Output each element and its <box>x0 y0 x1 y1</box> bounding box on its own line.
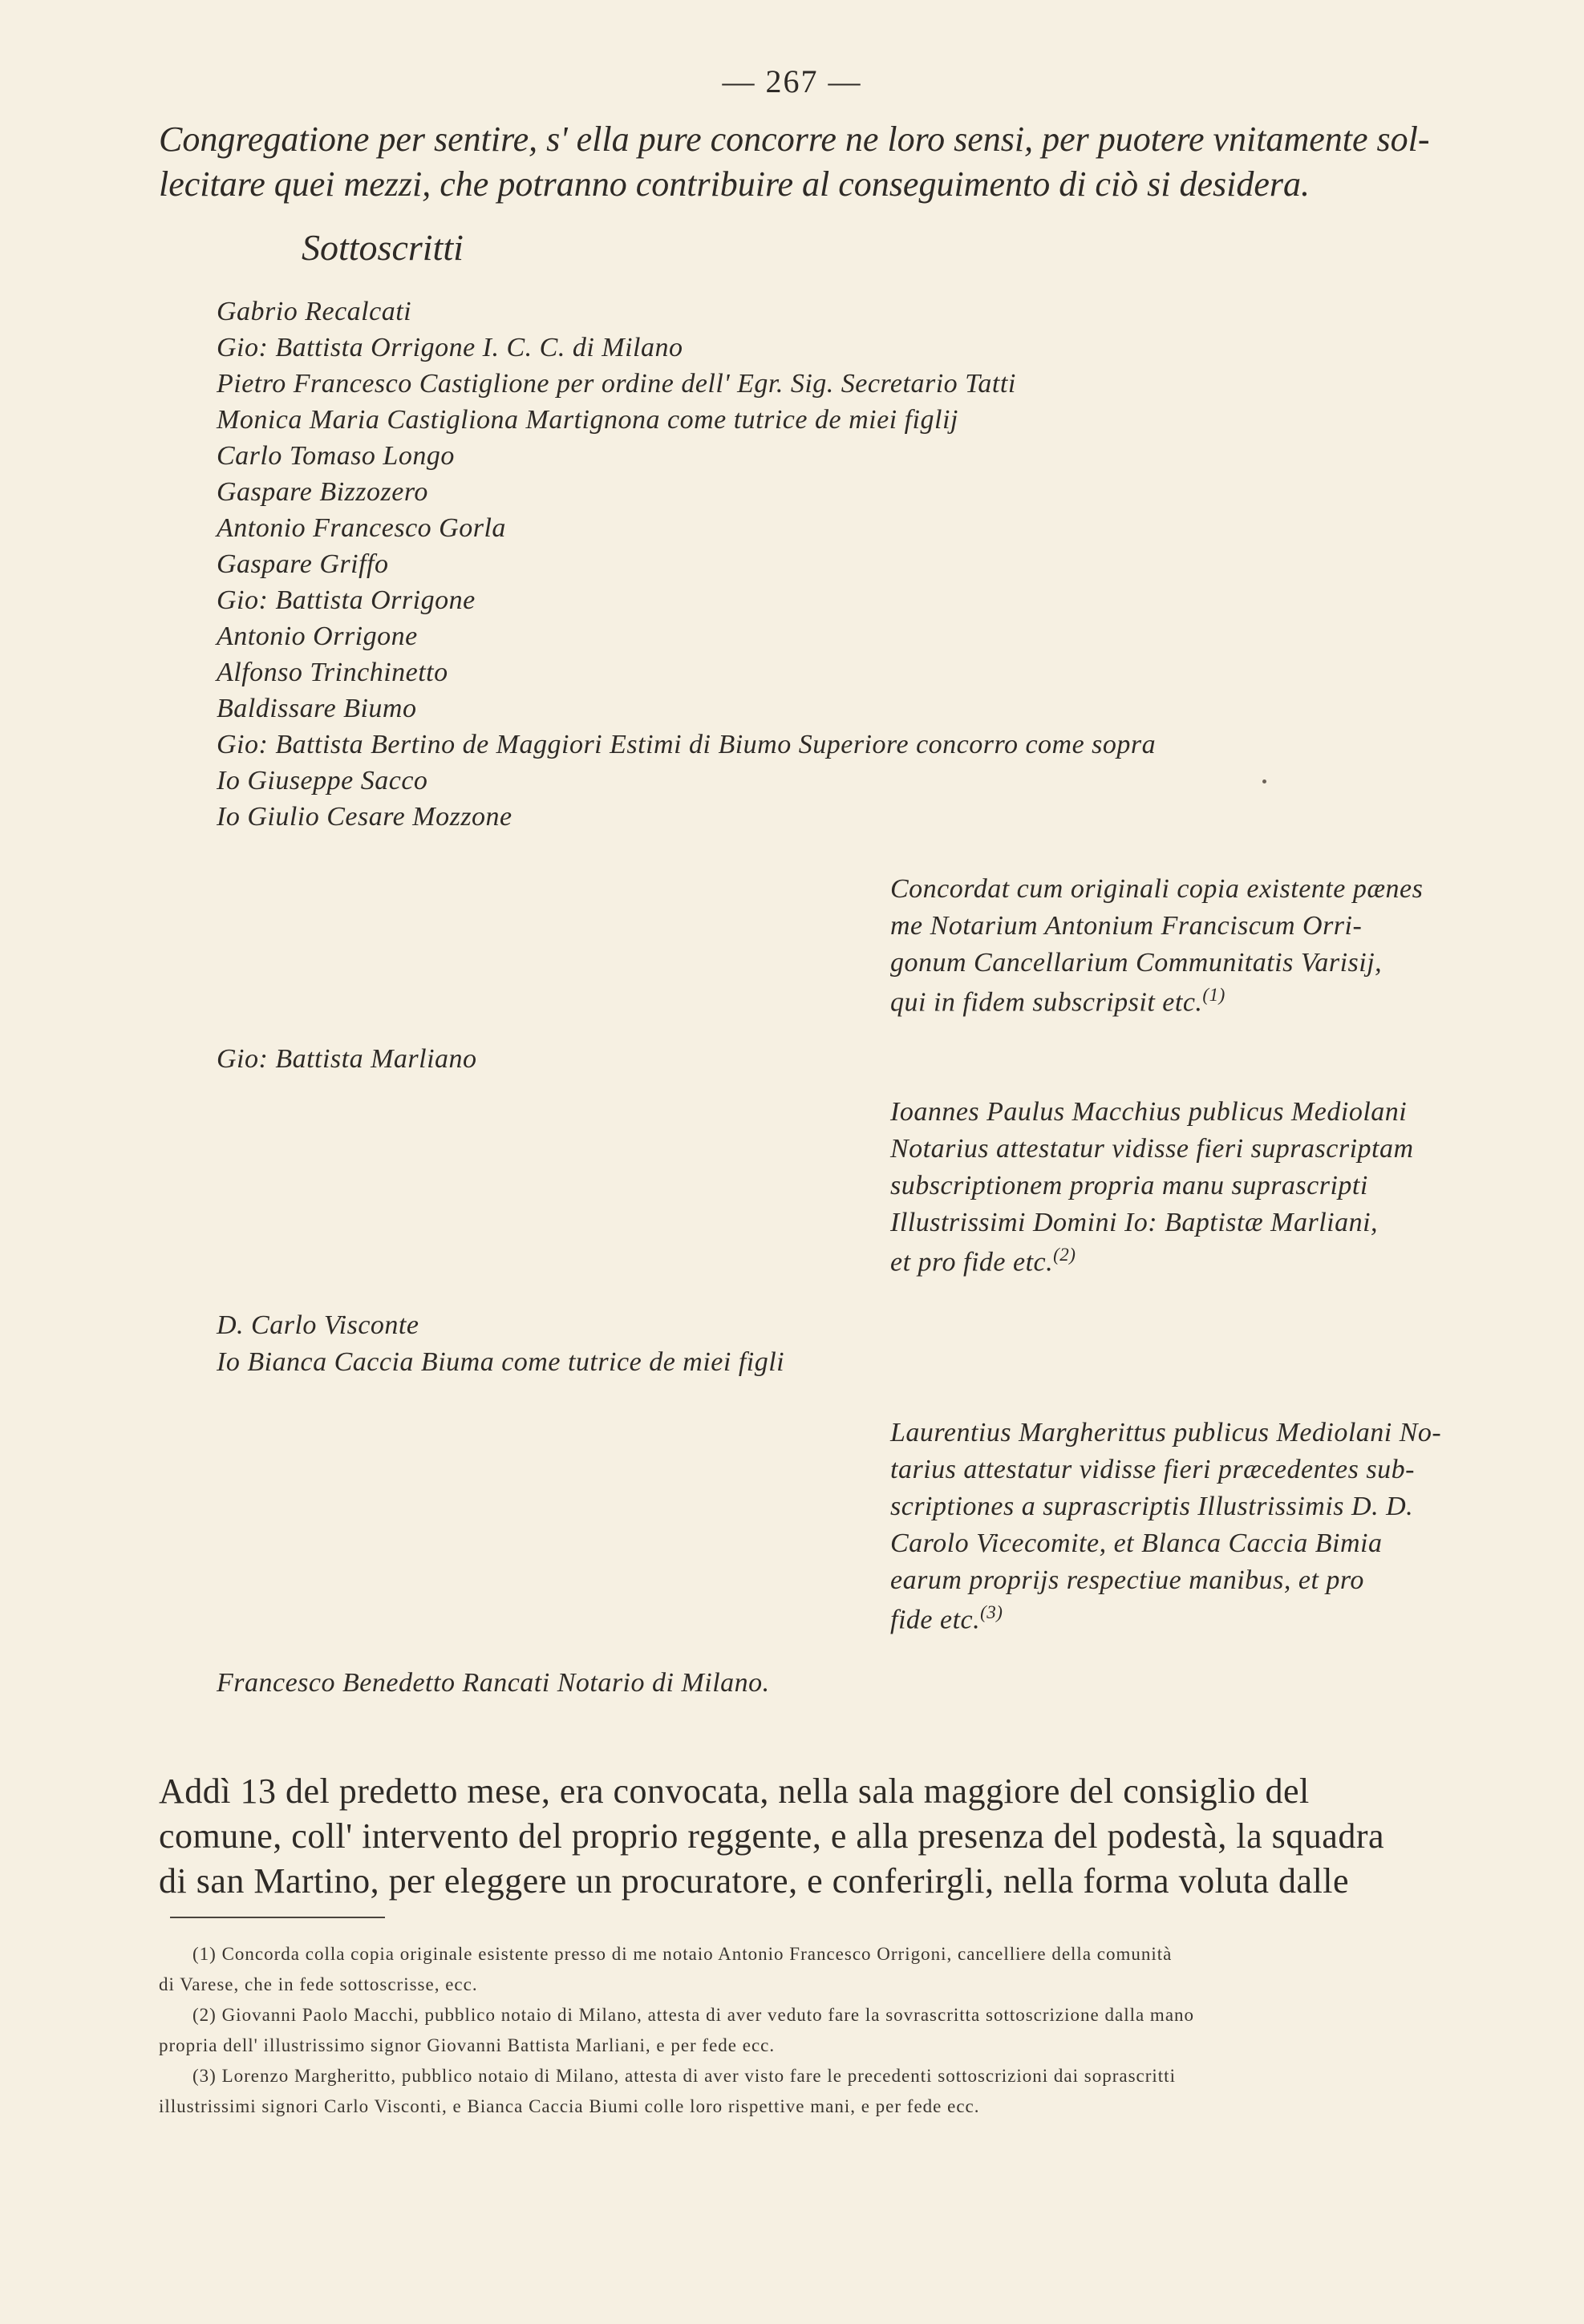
attestation-1-line: me Notarium Antonium Franciscum Orri- <box>890 911 1363 941</box>
footnote-2-line-1: (2) Giovanni Paolo Macchi, pubblico notaio di Milano, attesta di aver veduto fare la sovrascritta sottoscrizione dalla mano <box>192 2005 1195 2025</box>
attestation-3-line: Carolo Vicecomite, et Blanca Caccia Bimia <box>890 1528 1383 1558</box>
body-line-3: di san Martino, per eleggere un procuratore, e conferirgli, nella forma voluta dalle <box>159 1861 1350 1901</box>
footnote-3-line-2: illustrissimi signori Carlo Visconti, e Bianca Caccia Biumi colle loro rispettive mani, e per fede ecc. <box>159 2096 980 2116</box>
attestation-2-line: Ioannes Paulus Macchius publicus Mediolani <box>890 1097 1408 1127</box>
body-line-2: comune, coll' intervento del proprio reggente, e alla presenza del podestà, la squadra <box>159 1816 1384 1856</box>
footnote-ref-3: (3) <box>980 1602 1003 1622</box>
attestation-2-line: Illustrissimi Domini Io: Baptistæ Marliani, <box>890 1208 1379 1237</box>
footnote-2-line-2: propria dell' illustrissimo signor Giovanni Battista Marliani, e per fede ecc. <box>159 2035 776 2055</box>
signature-line: Gaspare Bizzozero <box>217 477 428 507</box>
signature-line: Antonio Orrigone <box>217 621 418 651</box>
signature-line: Io Giulio Cesare Mozzone <box>217 802 512 832</box>
body-line-1: Addì 13 del predetto mese, era convocata, nella sala maggiore del consiglio del <box>159 1771 1310 1811</box>
footnote-1-line-1: (1) Concorda colla copia originale esistente presso di me notaio Antonio Francesco Orrigoni, cancelliere della comunità <box>192 1944 1173 1964</box>
attestation-3-line <box>890 1602 1003 1635</box>
page-number: — 267 — <box>722 63 862 99</box>
attestation-3-line: scriptiones a suprascriptis Illustrissimis D. D. <box>890 1492 1414 1521</box>
signature-line: Gio: Battista Orrigone <box>217 585 476 615</box>
signature-visconte: D. Carlo Visconte <box>217 1310 419 1340</box>
signature-line: Alfonso Trinchinetto <box>217 658 448 687</box>
attestation-2-line: subscriptionem propria manu suprascripti <box>890 1171 1368 1200</box>
page-speck <box>1262 779 1266 783</box>
signature-line: Gaspare Griffo <box>217 549 389 579</box>
signature-line: Gio: Battista Orrigone I. C. C. di Milano <box>217 333 683 362</box>
attestation-2-line: Notarius attestatur vidisse fieri suprascriptam <box>890 1134 1414 1164</box>
attestation-1-text: qui in fidem subscripsit etc. <box>890 987 1203 1018</box>
attestation-2-line <box>890 1245 1076 1277</box>
attestation-1-line: gonum Cancellarium Communitatis Varisij, <box>890 948 1383 978</box>
signature-line: Carlo Tomaso Longo <box>217 441 455 471</box>
section-heading: Sottoscritti <box>302 227 464 268</box>
intro-line-2: lecitare quei mezzi, che potranno contribuire al conseguimento di ciò si desidera. <box>159 164 1311 204</box>
signature-rancati: Francesco Benedetto Rancati Notario di Milano. <box>217 1668 770 1698</box>
signature-line: Antonio Francesco Gorla <box>217 513 506 543</box>
intro-line-1: Congregatione per sentire, s' ella pure concorre ne loro sensi, per puotere vnitamente sol- <box>159 119 1430 159</box>
signature-marliano: Gio: Battista Marliano <box>217 1044 477 1074</box>
signature-line: Gabrio Recalcati <box>217 297 412 326</box>
signature-line: Pietro Francesco Castiglione per ordine dell' Egr. Sig. Secretario Tatti <box>217 369 1016 399</box>
signature-line: Io Giuseppe Sacco <box>217 766 428 796</box>
footnote-1-line-2: di Varese, che in fede sottoscrisse, ecc. <box>159 1974 478 1994</box>
signature-line: Monica Maria Castigliona Martignona come tutrice de miei figlij <box>217 405 958 435</box>
attestation-1-line: Concordat cum originali copia existente pænes <box>890 874 1424 904</box>
attestation-2-text: et pro fide etc. <box>890 1247 1054 1277</box>
attestation-1-line <box>890 985 1225 1018</box>
attestation-3-text: fide etc. <box>890 1605 981 1635</box>
attestation-3-line: Laurentius Margherittus publicus Mediolani No- <box>890 1418 1442 1447</box>
signature-line: Gio: Battista Bertino de Maggiori Estimi di Biumo Superiore concorro come sopra <box>217 730 1157 759</box>
footnote-rule <box>170 1917 385 1918</box>
signature-line: Baldissare Biumo <box>217 694 417 723</box>
footnote-3-line-1: (3) Lorenzo Margheritto, pubblico notaio di Milano, attesta di aver visto fare le precedenti sottoscrizioni dai soprascritti <box>192 2066 1176 2086</box>
footnote-ref-1: (1) <box>1202 985 1225 1005</box>
attestation-3-line: tarius attestatur vidisse fieri præcedentes sub- <box>890 1455 1415 1484</box>
signature-caccia: Io Bianca Caccia Biuma come tutrice de miei figli <box>217 1347 785 1377</box>
footnote-ref-2: (2) <box>1053 1245 1076 1265</box>
attestation-3-line: earum proprijs respectiue manibus, et pro <box>890 1565 1364 1595</box>
